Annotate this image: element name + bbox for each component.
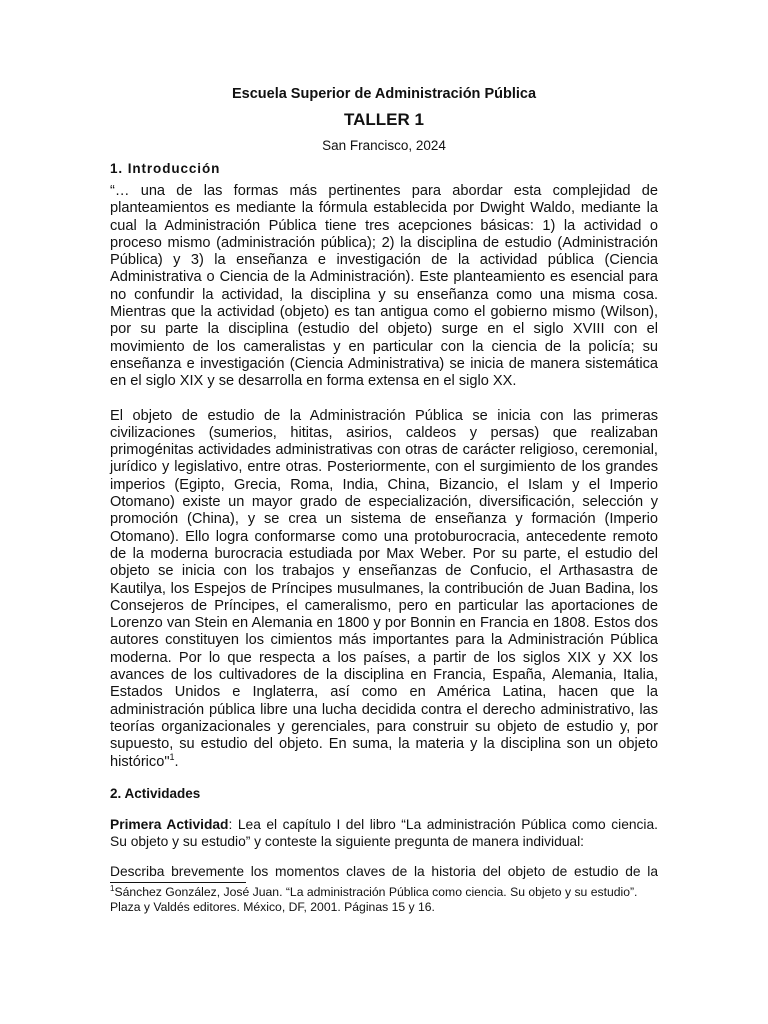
footnote — [110, 885, 658, 915]
paragraph-quote-1: “… una de las formas más pertinentes para abordar esta complejidad de planteamientos es mediante la fórmula establecida por Dwight Waldo, mediante la cual la Administración Pública tiene tres acepciones básicas: 1) la actividad o proceso mismo (administración pública); 2) la disciplina de estudio (Administración Pública) y 3) la enseñanza e investigación de la actividad pública (Ciencia Administrativa o Ciencia de la Administración). Este planteamiento es esencial para no confundir la actividad, la disciplina y su enseñanza como una misma cosa. Mientras que la actividad (objeto) es tan antigua como el gobierno mismo (Wilson), por su parte la disciplina (estudio del objeto) surge en el siglo XVIII con el movimiento de los cameralistas y en particular con la ciencia de la policía; su enseñanza e investigación (Ciencia Administrativa) se inicia de manera sistemática en el siglo XIX y se desarrolla en forma extensa en el siglo XX. — [110, 183, 658, 390]
footnote-separator — [110, 882, 246, 883]
document-title: TALLER 1 — [344, 110, 424, 129]
section-heading-activities: 2. Actividades — [110, 785, 201, 801]
paragraph-quote-2 — [110, 408, 658, 771]
footnote-text: Sánchez González, José Juan. “La administración Pública como ciencia. Su objeto y su estudio”. Plaza y Valdés editores. México, DF, 2001. Páginas 15 y 16. — [110, 884, 638, 914]
section-heading-introduction: 1. Introducción — [110, 161, 221, 176]
footnote-number: 1 — [110, 883, 115, 893]
paragraph-quote-2-end: . — [174, 753, 179, 770]
page-content — [110, 84, 658, 915]
first-activity-label: Primera Actividad — [110, 816, 229, 832]
first-activity — [110, 816, 658, 850]
place-date: San Francisco, 2024 — [322, 138, 446, 153]
school-name: Escuela Superior de Administración Pública — [231, 86, 537, 102]
paragraph-quote-2-text: El objeto de estudio de la Administración Pública se inicia con las primeras civilizaciones (sumerios, hititas, asirios, caldeos y persas) que realizaban primogénitas actividades administrativas con otras de carácter religioso, ceremonial, jurídico y legislativo, entre otras. Posteriormente, con el surgimiento de los grandes imperios (Egipto, Grecia, Roma, India, China, Bizancio, el Islam y el Imperio Otomano) existe un mayor grado de especialización, diversificación, selección y promoción (China), y se crea un sistema de enseñanza y formación (Imperio Otomano). Ello logra conformarse como una protoburocracia, antecedente remoto de la moderna burocracia estudiada por Max Weber. Por su parte, el estudio del objeto se inicia con los trabajos y enseñanzas de Confucio, el Arthasastra de Kautilya, los Espejos de Príncipes musulmanes, la contribución de Juan Badina, los Consejeros de Príncipes, el cameralismo, pero en particular las aportaciones de Lorenzo van Stein en Alemania en 1800 y por Bonnin en Francia en 1808. Estos dos autores constituyen los cimientos más importantes para la Administración Pública moderna. Por lo que respecta a los países, a partir de los siglos XIX y XX los avances de los cultivadores de la disciplina en Francia, España, Alemania, Italia, Estados Unidos e Inglaterra, así como en América Latina, hacen que la administración pública libre una lucha decidida contra el derecho administrativo, las teorías organizacionales y gerenciales, para construir su objeto de estudio y, por supuesto, su estudio del objeto. En suma, la materia y la disciplina son un objeto histórico" — [110, 407, 658, 770]
footnote-reference[interactable]: 1 — [169, 751, 175, 762]
first-activity-text: : Lea el capítulo I del libro “La administración Pública como ciencia. Su objeto y su estudio” y conteste la siguiente pregunta de manera individual: — [110, 816, 659, 849]
activity-task: Describa brevemente los momentos claves de la historia del objeto de estudio de la — [110, 863, 658, 879]
